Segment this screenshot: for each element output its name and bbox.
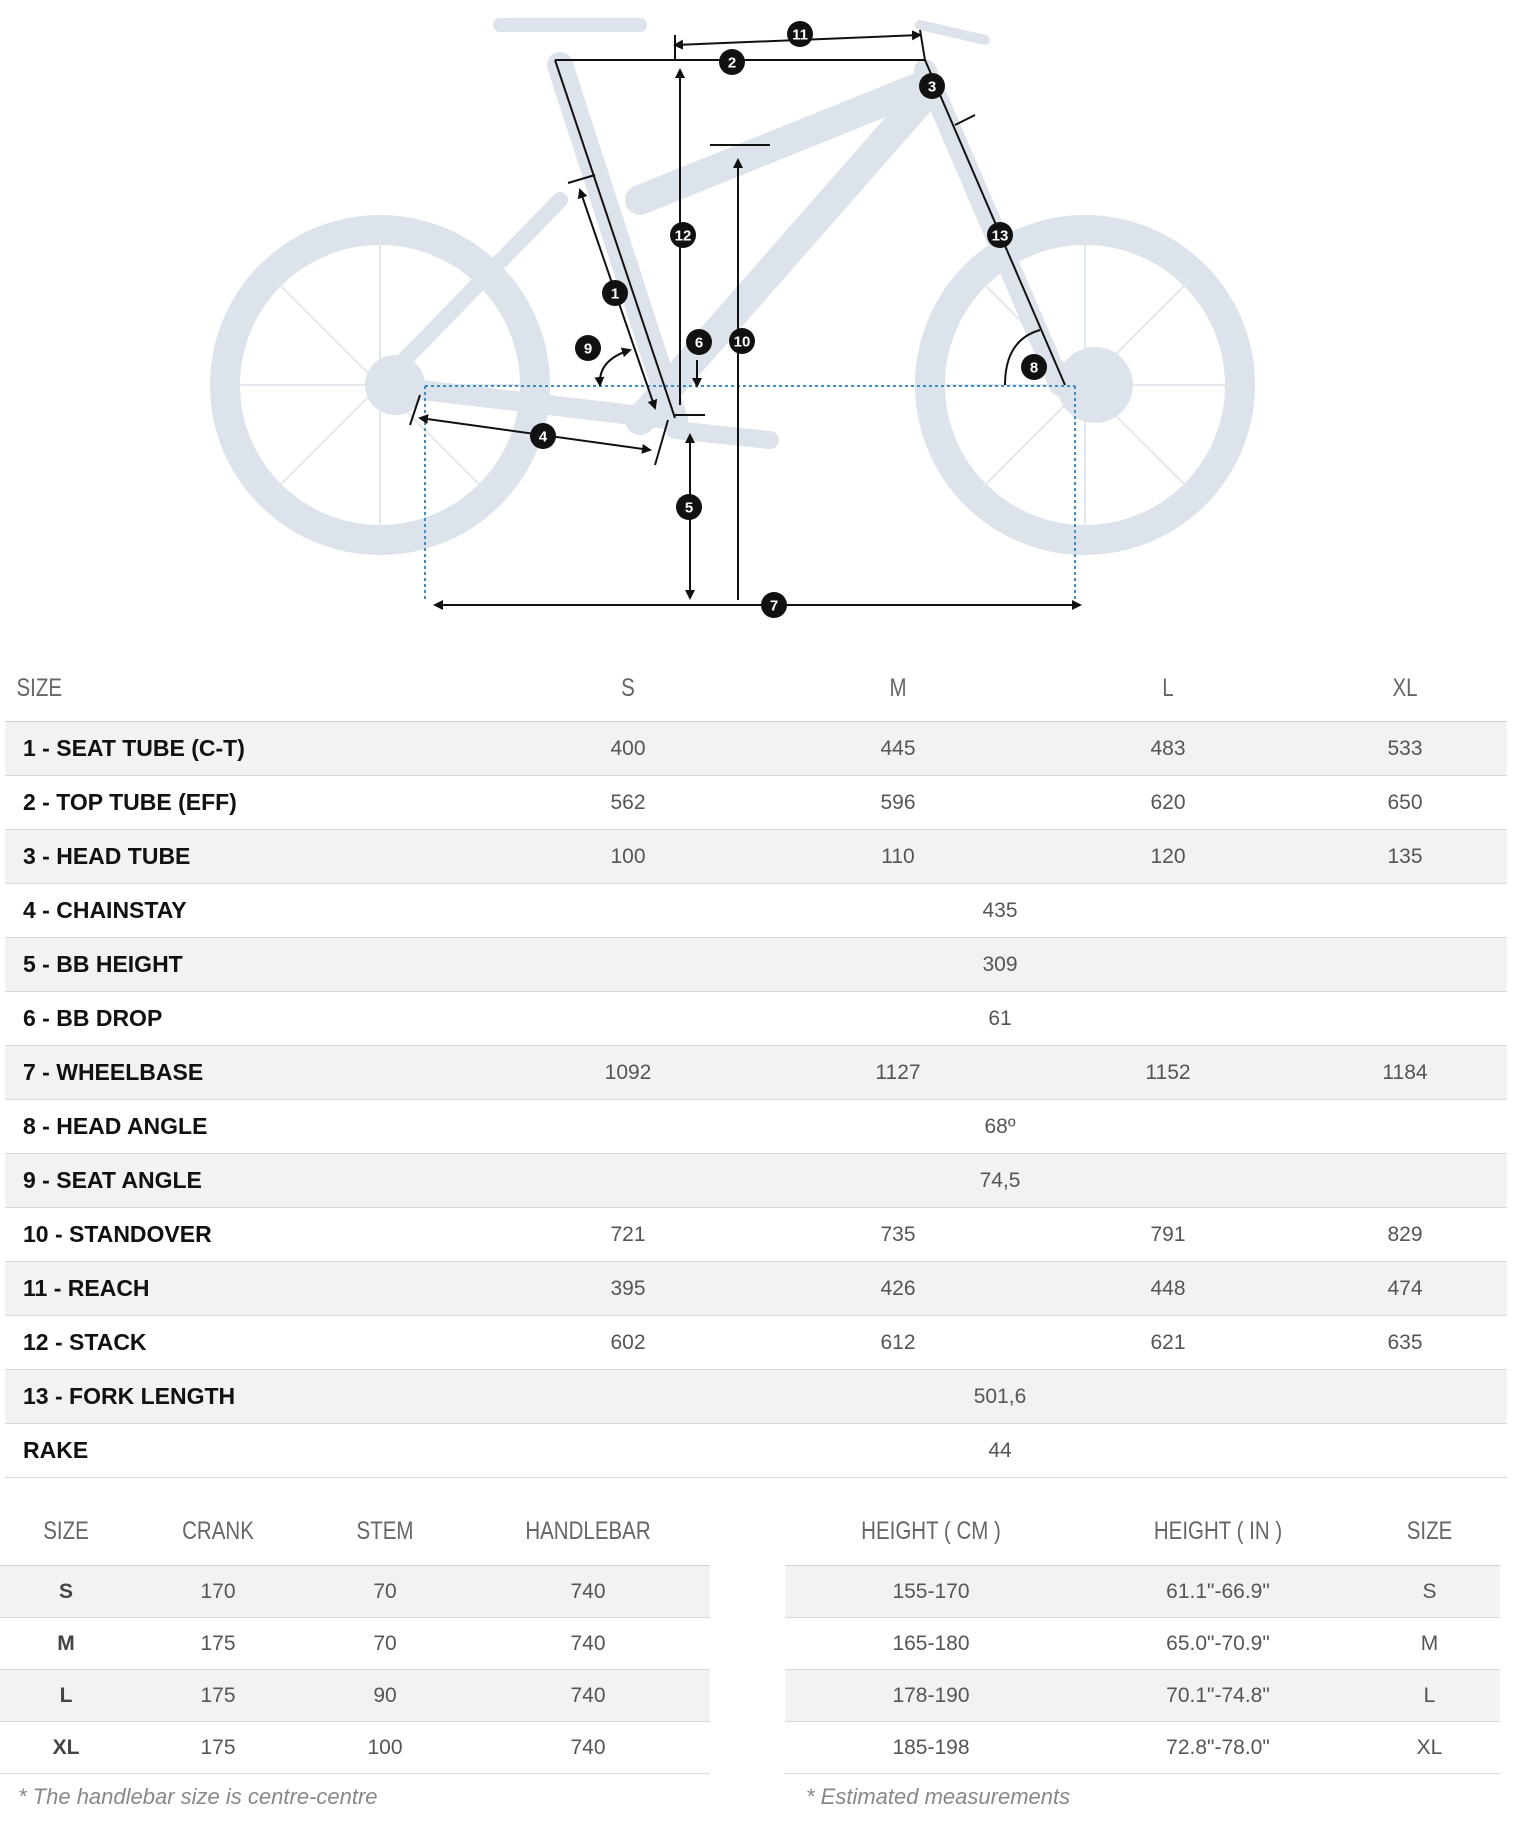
geometry-row	[5, 1100, 1507, 1154]
geometry-cell-l: 621	[1033, 1316, 1303, 1370]
callout-number: 12	[674, 227, 692, 245]
callout-badge	[575, 335, 601, 361]
fit-cell-height-cm: 155-170	[785, 1566, 1077, 1618]
callout-number: 4	[538, 428, 548, 446]
geometry-row	[5, 722, 1507, 776]
components-cell-crank: 175	[132, 1722, 304, 1774]
fit-cell-height-cm: 185-198	[785, 1722, 1077, 1774]
geometry-row	[5, 1262, 1507, 1316]
geometry-header-size: SIZE	[5, 655, 405, 722]
callout-number: 5	[684, 499, 694, 517]
components-cell-handlebar: 740	[466, 1722, 710, 1774]
components-header-size: SIZE	[12, 1497, 120, 1566]
components-cell-size: M	[0, 1618, 132, 1670]
callout-number: 1	[610, 285, 620, 303]
callout-number: 10	[733, 333, 751, 351]
components-cell-stem: 100	[304, 1722, 466, 1774]
geometry-row-label: 5 - BB HEIGHT	[5, 938, 493, 992]
geometry-row	[5, 884, 1507, 938]
geometry-row-label: 2 - TOP TUBE (EFF)	[5, 776, 493, 830]
geometry-row-label: 9 - SEAT ANGLE	[5, 1154, 493, 1208]
geometry-cell-m: 612	[763, 1316, 1033, 1370]
geometry-header-l: L	[1057, 655, 1278, 722]
geometry-header-s: S	[517, 655, 738, 722]
components-header-handlebar: HANDLEBAR	[488, 1497, 688, 1566]
geometry-row-label: 8 - HEAD ANGLE	[5, 1100, 493, 1154]
geometry-row	[5, 938, 1507, 992]
geometry-cell-all-sizes: 435	[493, 884, 1507, 938]
callout-badge	[761, 592, 787, 618]
components-header-stem: STEM	[319, 1497, 452, 1566]
callout-number: 11	[792, 26, 808, 44]
callout-badge	[676, 494, 702, 520]
components-cell-crank: 175	[132, 1670, 304, 1722]
callout-badge	[1021, 354, 1047, 380]
geometry-cell-l: 791	[1033, 1208, 1303, 1262]
components-row	[0, 1618, 710, 1670]
fit-cell-size: M	[1359, 1618, 1500, 1670]
components-row	[0, 1670, 710, 1722]
components-cell-handlebar: 740	[466, 1670, 710, 1722]
components-cell-stem: 70	[304, 1618, 466, 1670]
geometry-cell-all-sizes: 501,6	[493, 1370, 1507, 1424]
components-cell-handlebar: 740	[466, 1618, 710, 1670]
callout-badge	[719, 49, 745, 75]
callout-badge	[787, 21, 813, 47]
fit-cell-size: S	[1359, 1566, 1500, 1618]
fit-header-row	[785, 1497, 1500, 1566]
geometry-cell-xl: 650	[1303, 776, 1507, 830]
fit-cell-height-cm: 165-180	[785, 1618, 1077, 1670]
geometry-row-label: 1 - SEAT TUBE (C-T)	[5, 722, 493, 776]
geometry-cell-xl: 533	[1303, 722, 1507, 776]
geometry-cell-xl: 635	[1303, 1316, 1507, 1370]
geometry-header-row	[5, 655, 1507, 722]
geometry-row-label: 11 - REACH	[5, 1262, 493, 1316]
geometry-row	[5, 1316, 1507, 1370]
geometry-cell-all-sizes: 74,5	[493, 1154, 1507, 1208]
components-header-crank: CRANK	[147, 1497, 288, 1566]
geometry-cell-all-sizes: 309	[493, 938, 1507, 992]
handlebar-note: * The handlebar size is centre-centre	[18, 1784, 378, 1809]
components-cell-crank: 170	[132, 1566, 304, 1618]
geometry-cell-xl: 135	[1303, 830, 1507, 884]
fit-header-height-cm: HEIGHT ( CM )	[811, 1497, 1050, 1566]
components-row	[0, 1722, 710, 1774]
geometry-cell-m: 445	[763, 722, 1033, 776]
geometry-cell-l: 483	[1033, 722, 1303, 776]
fit-row	[785, 1722, 1500, 1774]
geometry-cell-xl: 1184	[1303, 1046, 1507, 1100]
rider-fit-table	[785, 1497, 1500, 1774]
callout-number: 6	[694, 334, 704, 352]
geometry-row	[5, 1370, 1507, 1424]
geometry-cell-xl: 474	[1303, 1262, 1507, 1316]
geometry-row-label: 7 - WHEELBASE	[5, 1046, 493, 1100]
geometry-table	[5, 655, 1507, 1478]
geometry-cell-s: 721	[493, 1208, 763, 1262]
geometry-header-m: M	[787, 655, 1008, 722]
geometry-cell-all-sizes: 61	[493, 992, 1507, 1046]
callout-badge	[602, 280, 628, 306]
geometry-row	[5, 1154, 1507, 1208]
geometry-row-label: 6 - BB DROP	[5, 992, 493, 1046]
estimated-note: * Estimated measurements	[806, 1784, 1071, 1809]
fit-cell-height-cm: 178-190	[785, 1670, 1077, 1722]
geometry-cell-xl: 829	[1303, 1208, 1507, 1262]
bike-silhouette	[225, 25, 1240, 540]
fit-cell-size: L	[1359, 1670, 1500, 1722]
geometry-cell-all-sizes: 44	[493, 1424, 1507, 1478]
components-cell-handlebar: 740	[466, 1566, 710, 1618]
components-cell-size: XL	[0, 1722, 132, 1774]
geometry-row-label: 3 - HEAD TUBE	[5, 830, 493, 884]
geometry-cell-m: 735	[763, 1208, 1033, 1262]
geometry-row	[5, 776, 1507, 830]
fit-row	[785, 1670, 1500, 1722]
geometry-cell-s: 562	[493, 776, 763, 830]
geometry-header-xl: XL	[1321, 655, 1488, 722]
geometry-row	[5, 1046, 1507, 1100]
components-cell-size: S	[0, 1566, 132, 1618]
components-cell-stem: 90	[304, 1670, 466, 1722]
geometry-cell-s: 400	[493, 722, 763, 776]
callout-number: 3	[927, 78, 937, 96]
geometry-row	[5, 992, 1507, 1046]
geometry-cell-m: 596	[763, 776, 1033, 830]
components-cell-crank: 175	[132, 1618, 304, 1670]
fit-row	[785, 1566, 1500, 1618]
callout-badge	[987, 222, 1013, 248]
geometry-row	[5, 1208, 1507, 1262]
bike-geometry-diagram	[0, 0, 1514, 630]
fit-row	[785, 1618, 1500, 1670]
callout-number: 8	[1029, 359, 1039, 377]
fit-cell-height-in: 72.8"-78.0"	[1077, 1722, 1359, 1774]
geometry-row-label: 4 - CHAINSTAY	[5, 884, 493, 938]
geometry-cell-s: 1092	[493, 1046, 763, 1100]
geometry-cell-m: 110	[763, 830, 1033, 884]
callout-badge	[686, 329, 712, 355]
fit-cell-height-in: 65.0"-70.9"	[1077, 1618, 1359, 1670]
callout-number: 13	[991, 227, 1009, 245]
geometry-cell-l: 120	[1033, 830, 1303, 884]
geometry-cell-l: 1152	[1033, 1046, 1303, 1100]
geometry-row-label: RAKE	[5, 1424, 493, 1478]
geometry-cell-all-sizes: 68º	[493, 1100, 1507, 1154]
callout-number: 9	[583, 340, 593, 358]
components-cell-stem: 70	[304, 1566, 466, 1618]
components-cell-size: L	[0, 1670, 132, 1722]
fit-cell-size: XL	[1359, 1722, 1500, 1774]
geometry-row-label: 10 - STANDOVER	[5, 1208, 493, 1262]
callout-number: 7	[769, 597, 779, 615]
callout-number: 2	[727, 54, 737, 72]
callout-badge	[729, 328, 755, 354]
fit-cell-height-in: 70.1"-74.8"	[1077, 1670, 1359, 1722]
callout-badges	[530, 21, 1047, 618]
geometry-cell-m: 426	[763, 1262, 1033, 1316]
components-header-row	[0, 1497, 710, 1566]
geometry-cell-l: 620	[1033, 776, 1303, 830]
geometry-cell-s: 602	[493, 1316, 763, 1370]
fit-cell-height-in: 61.1"-66.9"	[1077, 1566, 1359, 1618]
geometry-row-label: 12 - STACK	[5, 1316, 493, 1370]
geometry-cell-l: 448	[1033, 1262, 1303, 1316]
geometry-cell-s: 100	[493, 830, 763, 884]
geometry-cell-s: 395	[493, 1262, 763, 1316]
components-table	[0, 1497, 710, 1774]
geometry-row	[5, 830, 1507, 884]
callout-badge	[530, 423, 556, 449]
geometry-row	[5, 1424, 1507, 1478]
fit-header-height-in: HEIGHT ( IN )	[1102, 1497, 1333, 1566]
geometry-row-label: 13 - FORK LENGTH	[5, 1370, 493, 1424]
geometry-cell-m: 1127	[763, 1046, 1033, 1100]
callout-badge	[919, 73, 945, 99]
fit-header-size: SIZE	[1372, 1497, 1488, 1566]
components-row	[0, 1566, 710, 1618]
callout-badge	[670, 222, 696, 248]
